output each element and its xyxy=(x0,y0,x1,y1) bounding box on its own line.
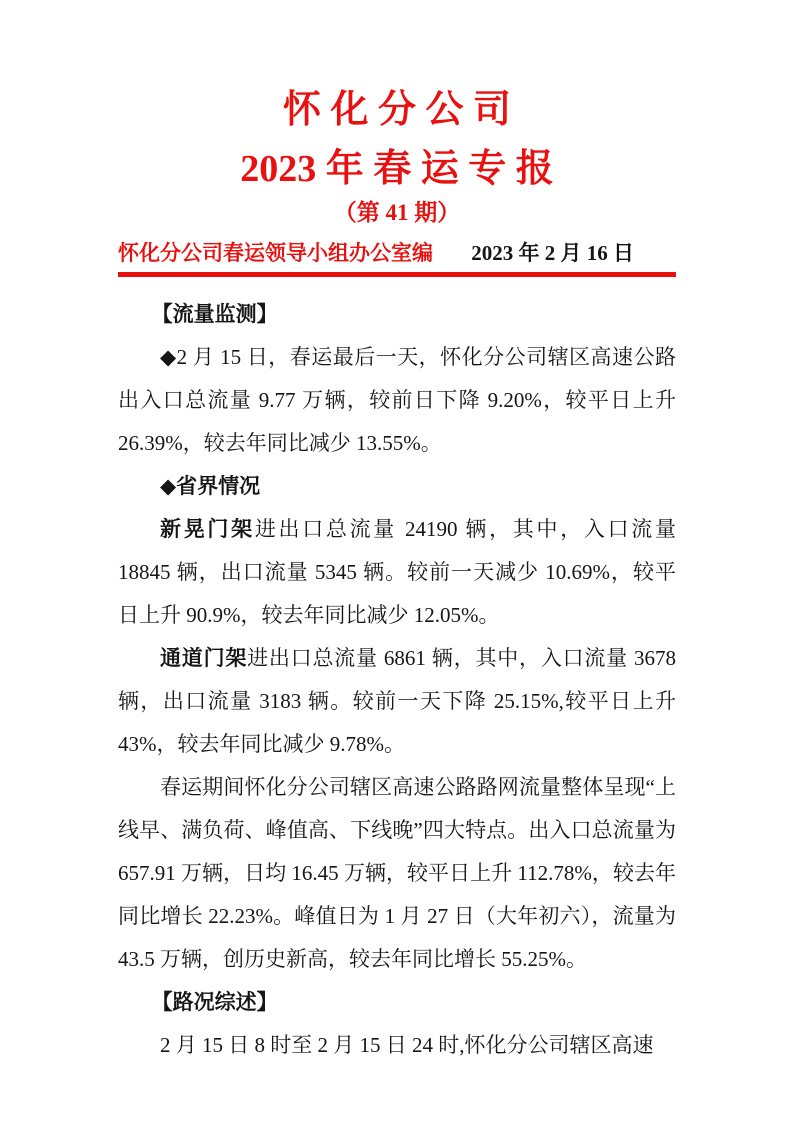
paragraph-road-conditions-intro: 2 月 15 日 8 时至 2 月 15 日 24 时,怀化分公司辖区高速 xyxy=(160,1032,654,1057)
tongdao-gantry-label: 通道门架 xyxy=(160,645,248,670)
doc-title-line2: 2023 年 春 运 专 报 xyxy=(240,148,554,191)
section-heading-road-conditions: 【路况综述】 xyxy=(151,989,278,1014)
tongdao-gantry-text: 进出口总流量 6861 辆，其中，入口流量 3678 辆，出口流量 3183 辆。较前一天下降 25.15%,较平日上升 43%，较去年同比减少 9.78%。 xyxy=(118,645,677,756)
xinhuang-gantry-text: 进出口总流量 24190 辆，其中，入口流量 18845 辆，出口流量 5345 辆。较前一天减少 10.69%，较平日上升 90.9%，较去年同比减少 12.05%。 xyxy=(118,516,677,627)
masthead-rule xyxy=(118,272,676,277)
document-header xyxy=(118,86,676,277)
xinhuang-gantry-label: 新晃门架 xyxy=(160,516,255,541)
editor-credit: 怀化分公司春运领导小组办公室编 xyxy=(118,241,433,266)
section-heading-traffic-monitoring: 【流量监测】 xyxy=(151,301,278,326)
paragraph-daily-flow: ◆2 月 15 日，春运最后一天，怀化分公司辖区高速公路出入口总流量 9.77 万辆，较前日下降 9.20%，较平日上升 26.39%，较去年同比减少 13.55%。 xyxy=(118,344,676,455)
publication-date: 2023 年 2 月 16 日 xyxy=(471,241,634,266)
issue-number: （第 41 期） xyxy=(333,199,461,225)
paragraph-spring-festival-overview: 春运期间怀化分公司辖区高速公路路网流量整体呈现“上线早、满负荷、峰值高、下线晚”四大特点。出入口总流量为 657.91 万辆，日均 16.45 万辆，较平日上升 112.78%，较去年同比增长 22.23%。峰值日为 1 月 27 日（大年初六），流量为 43.5 万辆，创历史新高，较去年同比增长 55.25%。 xyxy=(118,774,676,971)
masthead xyxy=(118,240,676,267)
subheading-province-border: ◆省界情况 xyxy=(160,473,261,498)
paragraph-xinhuang-gantry xyxy=(118,508,676,637)
document-body xyxy=(118,293,676,1067)
doc-title-line1: 怀 化 分 公 司 xyxy=(282,89,511,131)
paragraph-tongdao-gantry xyxy=(118,637,676,766)
